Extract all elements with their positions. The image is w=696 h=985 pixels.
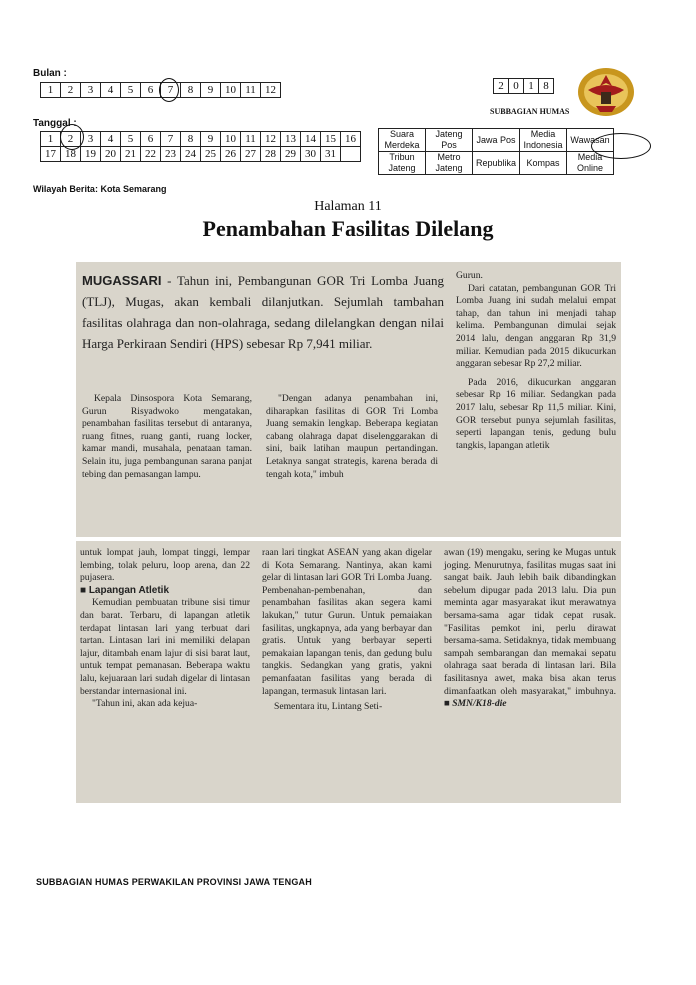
day-cell-5: 5 (121, 132, 141, 147)
media-cell-Wawasan: Wawasan (567, 129, 614, 152)
bulan-label: Bulan : (33, 68, 67, 79)
day-cell-blank (341, 147, 361, 162)
bot-col2 (262, 547, 432, 714)
day-cell-26: 26 (221, 147, 241, 162)
day-cell-3: 3 (81, 132, 101, 147)
bot-col1 (80, 547, 250, 711)
year-digit-1: 1 (524, 79, 539, 94)
day-cell-29: 29 (281, 147, 301, 162)
day-cell-7: 7 (161, 132, 181, 147)
bot-col1-b: Kemudian pembuatan tribune sisi timur dan barat. Terbaru, di lapangan atletik terdapat lintasan lari yang terbuat dari tartan. Lintasan lari ini memiliki delapan lajur, ditambah enam lajur di sisi barat laut, untuk tempat pemanasan. Beberapa waktu lalu, kejuaraan lari sudah digelar di lintasan berstandar internasional ini. (80, 597, 250, 697)
day-cell-19: 19 (81, 147, 101, 162)
month-cell-4: 4 (101, 83, 121, 98)
day-grid (40, 131, 361, 162)
media-cell-Suara Merdeka: Suara Merdeka (379, 129, 426, 152)
page-number: Halaman 11 (314, 199, 382, 214)
day-cell-23: 23 (161, 147, 181, 162)
emblem-garuda-icon (576, 66, 636, 118)
bot-col2-a: raan lari tingkat ASEAN yang akan digelar di Kota Semarang. Nantinya, akan kami gelar di lintasan lari GOR Tri Lomba Juang. Pembenahan-pembenahan, dan penambahan fasilitas akan segera kami lakukan," tutur Gurun. Untuk pemaiakan fasilitas, ungkapnya, ada yang berbayar dan gratis. Untuk yang berbayar seperti pemakaian lapangan tenis, dan gedung bulu tangkis. Sedangkan yang gratis, yakni pemanfaatan fasilitas yang berada di lapangan, termasuk lintasan lari. (262, 547, 432, 697)
day-cell-27: 27 (241, 147, 261, 162)
clipping-bottom (76, 541, 621, 803)
media-cell-Jateng Pos: Jateng Pos (426, 129, 473, 152)
day-cell-28: 28 (261, 147, 281, 162)
lead-kicker: MUGASSARI (82, 273, 162, 288)
month-cell-10: 10 (221, 83, 241, 98)
day-cell-2: 2 (61, 132, 81, 147)
day-cell-8: 8 (181, 132, 201, 147)
bot-col1-c: "Tahun ini, akan ada kejua- (92, 698, 198, 710)
day-cell-22: 22 (141, 147, 161, 162)
top-col3-c: Pada 2016, dikucurkan anggaran sebesar Rp 16 miliar. Sedangkan pada 2017 lalu, sebesar Rp 11,5 miliar. Kini, GOR tersebut punya sejumlah fasilitas, seperti lapangan tenis, gedung bulu tangkis, lapangan atletik (456, 376, 616, 451)
day-cell-24: 24 (181, 147, 201, 162)
year-digit-0: 0 (509, 79, 524, 94)
day-cell-25: 25 (201, 147, 221, 162)
month-selection-circle (159, 78, 179, 102)
day-cell-20: 20 (101, 147, 121, 162)
day-cell-10: 10 (221, 132, 241, 147)
month-cell-8: 8 (181, 83, 201, 98)
media-cell-Republika: Republika (473, 152, 520, 175)
month-cell-9: 9 (201, 83, 221, 98)
day-cell-15: 15 (321, 132, 341, 147)
bot-col1-a: untuk lompat jauh, lompat tinggi, lempar lembing, tolak peluru, loop arena, dan 22 pujasera. (80, 547, 250, 584)
bot-col3-text: awan (19) mengaku, sering ke Mugas untuk joging. Menurutnya, fasilitas mugas saat ini sangat baik. Jauh lebih baik dibandingkan sebelum dipugar pada 2013 lalu. Dia pun meminta agar masyarakat ikut merawatnya bersama-sama agar tidak cepat rusak. "Fasilitas pemkot ini, perlu dirawat bersama-sama. Setidaknya, tidak membuang sampah sembarangan dan memakai sepatu olahraga saat berada di lintasan lari. Bila fasilitasnya awet, maka bisa akan terus dimanfaatkan oleh masyarakat," imbuhnya. (444, 547, 616, 697)
top-col3 (456, 270, 616, 452)
media-selection-circle (591, 133, 651, 159)
day-cell-21: 21 (121, 147, 141, 162)
day-cell-11: 11 (241, 132, 261, 147)
top-col1: Kepala Dinsospora Kota Semarang, Gurun Risyadwoko mengatakan, penambahan fasilitas tersebut di antaranya, ruang fitnes, ruang ganti, ruang locker, kamar mandi, musahala, penataan taman. Selain itu, juga pembangunan sarana panjat tebing dan pemasangan lampu. (82, 393, 252, 480)
media-cell-Kompas: Kompas (520, 152, 567, 175)
month-cell-6: 6 (141, 83, 161, 98)
bot-col2-b: Sementara itu, Lintang Seti- (274, 701, 383, 713)
article-title: Penambahan Fasilitas Dilelang (202, 216, 494, 241)
month-cell-2: 2 (61, 83, 81, 98)
day-cell-12: 12 (261, 132, 281, 147)
day-cell-13: 13 (281, 132, 301, 147)
year-digit-8: 8 (539, 79, 554, 94)
day-cell-14: 14 (301, 132, 321, 147)
lead-text: - Tahun ini, Pembangunan GOR Tri Lomba Juang (TLJ), Mugas, akan kembali dilanjutkan. Sejumlah tambahan fasilitas olahraga dan non-olahraga, sedang dilelangkan dengan nilai Harga Perkiraan Sendiri (HPS) sebesar Rp 7,941 miliar. (82, 273, 444, 351)
day-cell-6: 6 (141, 132, 161, 147)
year-digit-2: 2 (494, 79, 509, 94)
month-cell-3: 3 (81, 83, 101, 98)
bot-col3 (444, 547, 616, 711)
tanggal-label: Tanggal : (33, 118, 77, 129)
day-cell-31: 31 (321, 147, 341, 162)
day-cell-30: 30 (301, 147, 321, 162)
top-col3-a: Gurun. (456, 270, 483, 281)
day-cell-17: 17 (41, 147, 61, 162)
top-col3-b: Dari catatan, pembangunan GOR Tri Lomba Juang ini sudah melalui empat tahap, dan tahun ini menjadi tahap kelima. Pembangunan dimulai sejak 2014 lalu, dengan anggaran Rp 31,9 miliar. Kemudian pada 2015 dikucurkan anggaran sebesar Rp 27,2 miliar. (456, 282, 616, 370)
wilayah-berita: Wilayah Berita: Kota Semarang (33, 184, 167, 194)
day-cell-16: 16 (341, 132, 361, 147)
clipping-top (76, 262, 621, 537)
lead-paragraph (82, 270, 444, 354)
byline: ■ SMN/K18-die (444, 698, 507, 710)
footer-office: SUBBAGIAN HUMAS PERWAKILAN PROVINSI JAWA TENGAH (36, 877, 312, 887)
day-selection-circle (60, 124, 84, 150)
day-cell-4: 4 (101, 132, 121, 147)
month-cell-12: 12 (261, 83, 281, 98)
media-cell-Metro Jateng: Metro Jateng (426, 152, 473, 175)
media-cell-Media Indonesia: Media Indonesia (520, 129, 567, 152)
month-cell-11: 11 (241, 83, 261, 98)
month-cell-1: 1 (41, 83, 61, 98)
month-cell-5: 5 (121, 83, 141, 98)
media-cell-Media Online: Media Online (567, 152, 614, 175)
media-cell-Tribun Jateng: Tribun Jateng (379, 152, 426, 175)
month-cell-7: 7 (161, 83, 181, 98)
top-col2: "Dengan adanya penambahan ini, diharapkan fasilitas di GOR Tri Lomba Juang semakin lengkap. Beberapa kegiatan cabang olahraga dapat diselenggarakan di sini, baik latihan maupun pertandingan. Letaknya sangat strategis, karena berada di tengah kota," imbuh (266, 393, 438, 480)
media-cell-Jawa Pos: Jawa Pos (473, 129, 520, 152)
office-name: SUBBAGIAN HUMAS (490, 107, 570, 116)
day-cell-18: 18 (61, 147, 81, 162)
year-grid (493, 78, 554, 94)
day-cell-1: 1 (41, 132, 61, 147)
day-cell-9: 9 (201, 132, 221, 147)
subheading-lapangan-atletik: ■ Lapangan Atletik (80, 584, 170, 596)
media-table (378, 128, 614, 175)
